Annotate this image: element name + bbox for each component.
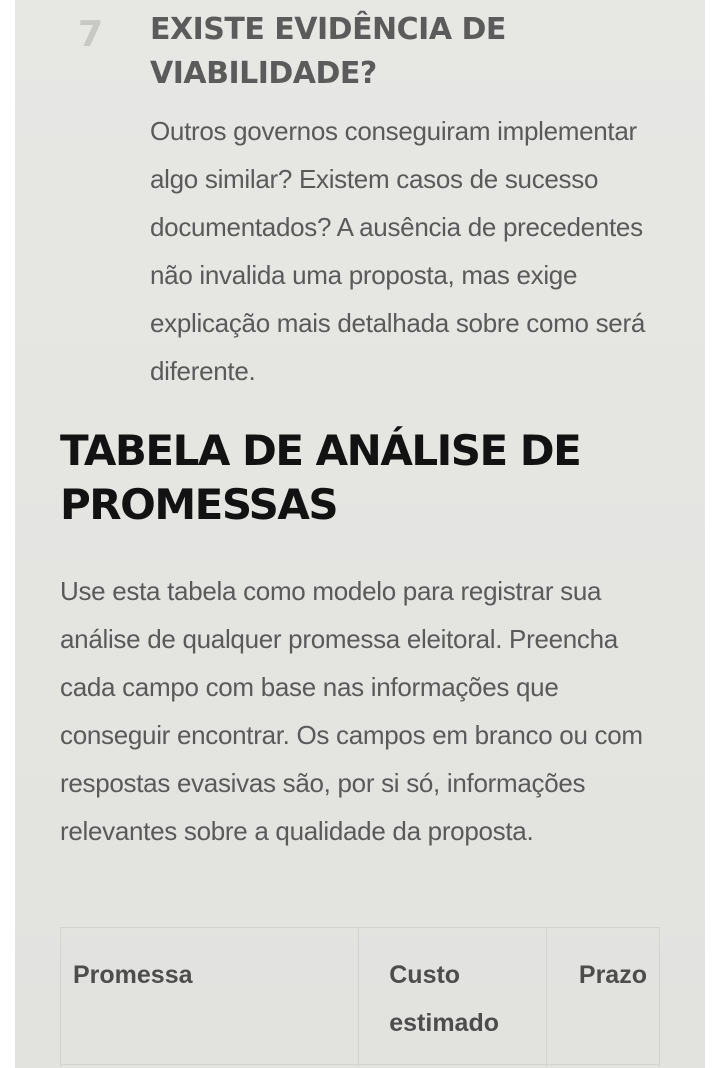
table-divider	[60, 1064, 660, 1065]
promise-analysis-table	[60, 927, 660, 1067]
section-intro: Use esta tabela como modelo para registrar sua análise de qualquer promessa eleitoral. Preencha cada campo com base nas informações que conseguir encontrar. Os campos em branco ou com respostas evasivas são, por si só, informações relevantes sobre a qualidade da proposta.	[60, 576, 643, 846]
step-number: 7	[78, 14, 104, 55]
step-title: EXISTE EVIDÊNCIA DE VIABILIDADE?	[150, 12, 506, 91]
column-header-promessa: Promessa	[61, 928, 359, 1068]
step-description: Outros governos conseguiram implementar algo similar? Existem casos de sucesso documentados? A ausência de precedentes não invalida uma proposta, mas exige explicação mais detalhada sobre como será diferente.	[150, 116, 645, 386]
column-header-custo-estimado: Custo estimado	[359, 928, 547, 1068]
section-title: TABELA DE ANÁLISE DE PROMESSAS	[60, 426, 581, 529]
column-header-prazo: Prazo	[547, 928, 660, 1068]
table-header-row	[61, 928, 660, 1068]
content-card	[15, 0, 705, 1068]
